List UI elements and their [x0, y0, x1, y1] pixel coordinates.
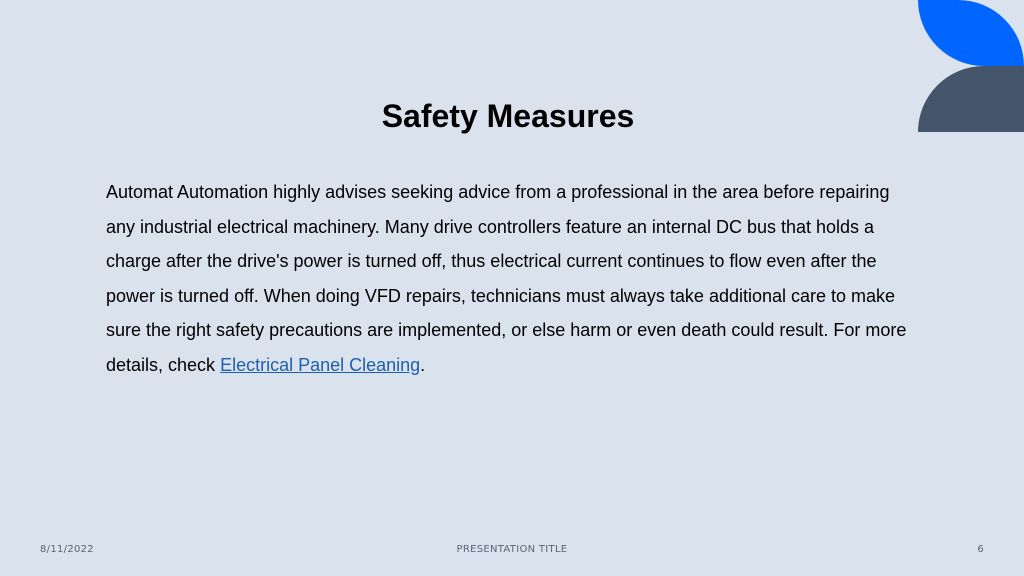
body-text: Automat Automation highly advises seeking advice from a professional in the area before repairing any industrial electrical machinery. Many drive controllers feature an internal DC bus that holds a charge after the drive's power is turned off, thus electrical current continues to flow even after the power is turned off. When doing VFD repairs, technicians must always take additional care to make sure the right safety precautions are implemented, or else harm or even death could result. For more details, check: [106, 182, 907, 375]
footer-page-number: 6: [977, 544, 984, 555]
blue-quarter-circle-shape: [918, 0, 1024, 66]
body-text-end: .: [420, 354, 426, 375]
footer-date: 8/11/2022: [40, 544, 94, 555]
slide-title: Safety Measures: [381, 98, 635, 134]
electrical-panel-cleaning-link[interactable]: Electrical Panel Cleaning: [220, 354, 421, 375]
footer-presentation-title: PRESENTATION TITLE: [456, 544, 568, 555]
body-paragraph: [106, 175, 918, 382]
